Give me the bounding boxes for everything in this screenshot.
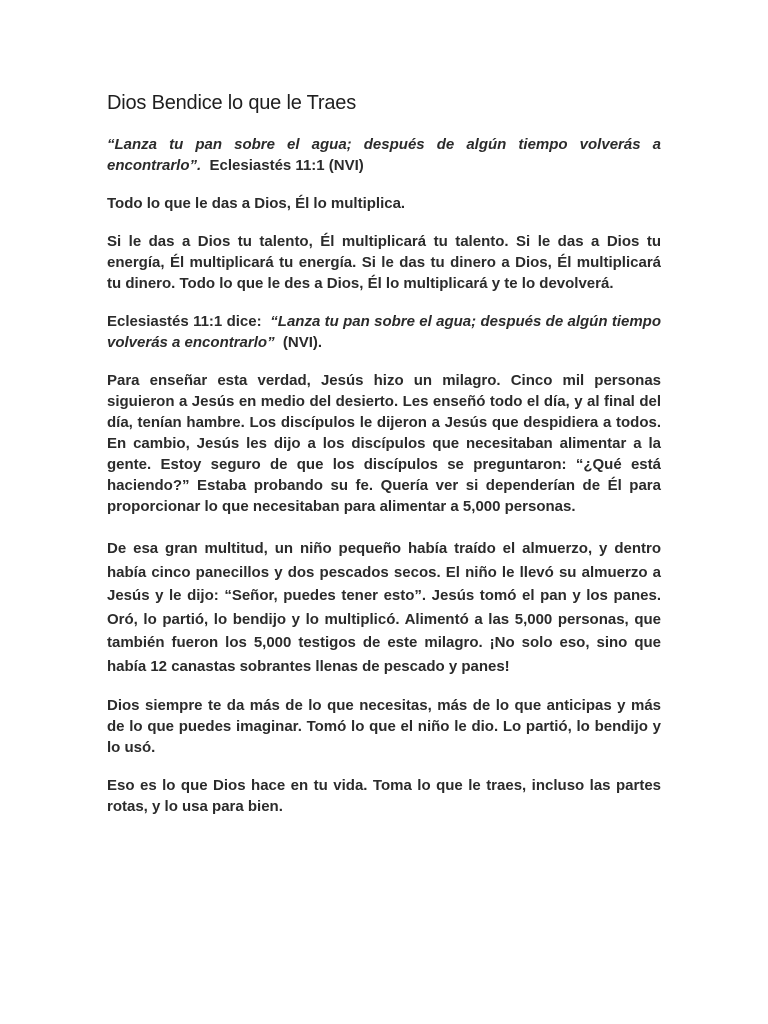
paragraph-multiply: Si le das a Dios tu talento, Él multiplicará tu talento. Si le das a Dios tu energía, Él multiplicará tu energía. Si le das tu dinero a Dios, Él multiplicará tu dinero. Todo lo que le des a Dios, Él lo multiplicará y te lo devolverá.	[107, 233, 661, 292]
document-title: Dios Bendice lo que le Traes	[107, 92, 356, 114]
epigraph	[107, 134, 661, 176]
paragraph-conclusion: Eso es lo que Dios hace en tu vida. Toma lo que le traes, incluso las partes rotas, y lo usa para bien.	[107, 777, 661, 815]
paragraph-intro: Todo lo que le das a Dios, Él lo multiplica.	[107, 195, 406, 212]
paragraph-abundance: Dios siempre te da más de lo que necesitas, más de lo que anticipas y más de lo que puedes imaginar. Tomó lo que el niño le dio. Lo partió, lo bendijo y lo usó.	[107, 697, 661, 756]
scripture-quote: “Lanza tu pan sobre el agua; después de algún tiempo volverás a encontrarlo”	[107, 313, 661, 351]
paragraph-scripture	[107, 311, 661, 353]
paragraph-miracle: Para enseñar esta verdad, Jesús hizo un milagro. Cinco mil personas siguieron a Jesús en medio del desierto. Les enseñó todo el día, y al final del día, tenían hambre. Los discípulos le dijeron a Jesús que despidiera a todos. En cambio, Jesús les dijo a los discípulos que necesitaban alimentar a la gente. Estoy seguro de que los discípulos se preguntaron: “¿Qué está haciendo?” Estaba probando su fe. Quería ver si dependerían de Él para proporcionar lo que necesitaban para alimentar a 5,000 personas.	[107, 372, 661, 515]
scripture-lead: Eclesiastés 11:1 dice:	[107, 313, 262, 330]
document-body	[107, 90, 661, 834]
epigraph-reference: Eclesiastés 11:1 (NVI)	[209, 157, 364, 174]
epigraph-quote: “Lanza tu pan sobre el agua; después de algún tiempo volverás a encontrarlo”.	[107, 136, 661, 174]
scripture-version: (NVI).	[282, 334, 323, 351]
paragraph-boy-lunch: De esa gran multitud, un niño pequeño había traído el almuerzo, y dentro había cinco panecillos y dos pescados secos. El niño le llevó su almuerzo a Jesús y le dijo: “Señor, puedes tener esto”. Jesús tomó el pan y los panes. Oró, lo partió, lo bendijo y lo multiplicó. Alimentó a las 5,000 personas, que también fueron los 5,000 testigos de este milagro. ¡No solo eso, sino que había 12 canastas sobrantes llenas de pescado y panes!	[107, 540, 661, 675]
